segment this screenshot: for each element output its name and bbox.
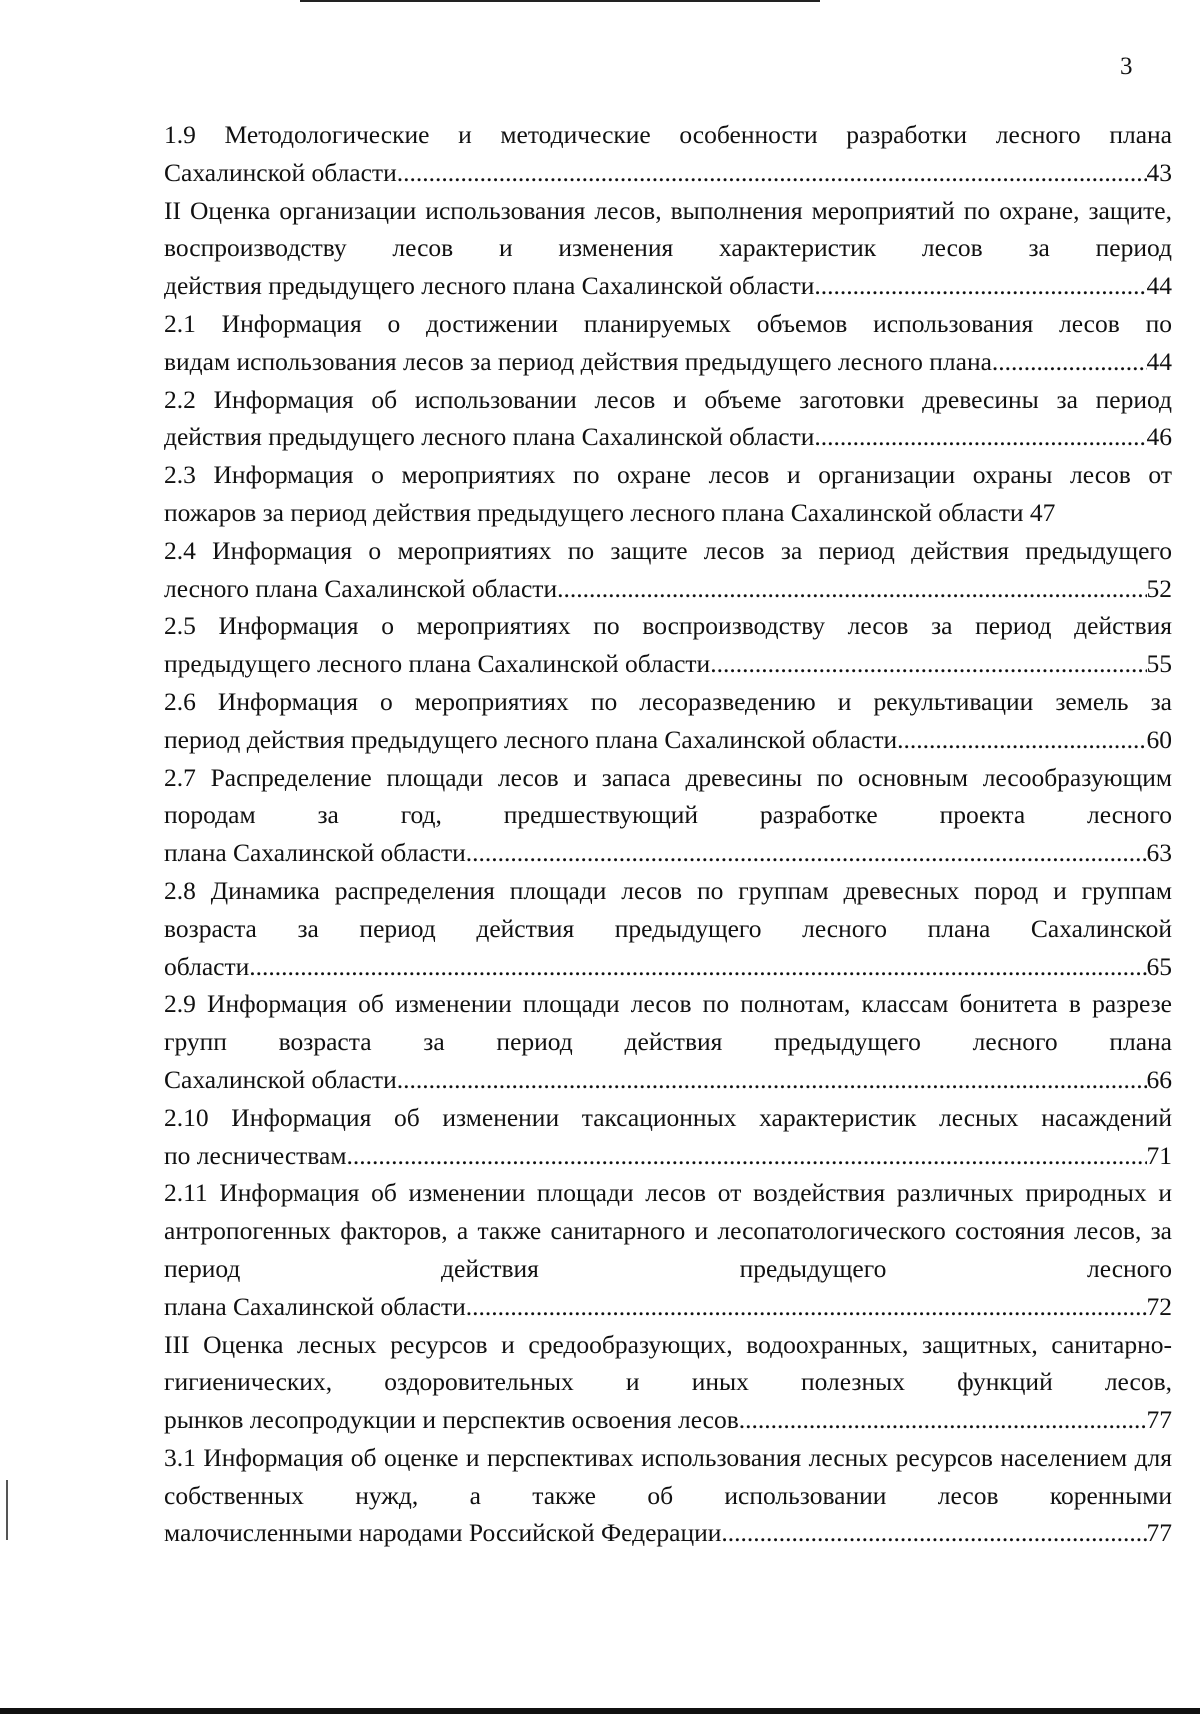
toc-page-number: 65	[1146, 951, 1172, 981]
toc-page-number: 55	[1146, 649, 1172, 679]
dot-leader	[814, 418, 1146, 456]
toc-entry-title: 2.3 Информация о мероприятиях по охране лесов и организации охраны лесов от	[164, 460, 1172, 490]
dot-leader	[466, 834, 1147, 872]
dot-leader	[249, 948, 1146, 986]
toc-entry-2-2[interactable]	[164, 381, 1172, 457]
toc-entry-title: 2.5 Информация о мероприятиях по воспроизводству лесов за период действия	[164, 611, 1172, 641]
toc-entry-section-2[interactable]	[164, 192, 1172, 305]
toc-entry-title: 2.8 Динамика распределения площади лесов по группам древесных пород и группам возраста за период действия предыдущего лесного плана Сахалинской	[164, 875, 1172, 943]
toc-entry-title-end: пожаров за период действия предыдущего лесного плана Сахалинской области 47	[164, 497, 1056, 527]
toc-entry-title-end: Сахалинской области	[164, 1064, 397, 1094]
toc-entry-last-line	[164, 645, 1172, 683]
toc-entry-title-end: области	[164, 951, 250, 981]
toc-entry-2-10[interactable]	[164, 1099, 1172, 1175]
toc-entry-title: 2.10 Информация об изменении таксационных характеристик лесных насаждений	[164, 1102, 1172, 1132]
toc-entry-last-line	[164, 154, 1172, 192]
dot-leader	[397, 154, 1147, 192]
toc-entry-title: 3.1 Информация об оценке и перспективах использования лесных ресурсов населением для собственных нужд, а также об использовании лесов коренными	[164, 1442, 1172, 1510]
toc-page-number: 43	[1146, 157, 1172, 187]
toc-page-number: 44	[1146, 346, 1172, 376]
toc-entry-title-end: действия предыдущего лесного плана Сахалинской области	[164, 422, 815, 452]
toc-page-number: 46	[1146, 422, 1172, 452]
scan-edge-bottom	[0, 1708, 1200, 1714]
toc-entry-title-end: лесного плана Сахалинской области	[164, 573, 558, 603]
toc-entry-2-8[interactable]	[164, 872, 1172, 985]
toc-entry-last-line	[164, 1514, 1172, 1552]
dot-leader	[466, 1288, 1147, 1326]
toc-entry-title-end: плана Сахалинской области	[164, 838, 466, 868]
toc-entry-2-11[interactable]	[164, 1174, 1172, 1325]
toc-page-number: 60	[1146, 724, 1172, 754]
toc-entry-title: III Оценка лесных ресурсов и средообразующих, водоохранных, защитных, санитарно-гигиенических, оздоровительных и иных полезных функций лесов,	[164, 1329, 1172, 1397]
toc-entry-last-line	[164, 494, 1172, 532]
toc-page-number: 77	[1146, 1518, 1172, 1548]
toc-entry-title-end: действия предыдущего лесного плана Сахалинской области	[164, 271, 815, 301]
toc-entry-2-1[interactable]	[164, 305, 1172, 381]
dot-leader	[346, 1137, 1146, 1175]
toc-entry-last-line	[164, 834, 1172, 872]
toc-entry-title-end: малочисленными народами Российской Федерации	[164, 1518, 722, 1548]
dot-leader	[710, 645, 1146, 683]
dot-leader	[397, 1061, 1147, 1099]
toc-entry-title: 2.7 Распределение площади лесов и запаса древесины по основным лесообразующим породам за год, предшествующий разработке проекта лесного	[164, 762, 1172, 830]
toc-entry-last-line	[164, 267, 1172, 305]
dot-leader	[992, 343, 1147, 381]
toc-entry-title-end: рынков лесопродукции и перспектив освоения лесов	[164, 1405, 739, 1435]
toc-entry-title-end: по лесничествам	[164, 1140, 347, 1170]
toc-page-number: 66	[1146, 1064, 1172, 1094]
toc-entry-title: 2.11 Информация об изменении площади лесов от воздействия различных природных и антропогенных факторов, а также санитарного и лесопатологического состояния лесов, за период действия предыдущего лесного	[164, 1178, 1172, 1283]
toc-entry-2-9[interactable]	[164, 985, 1172, 1098]
toc-entry-2-4[interactable]	[164, 532, 1172, 608]
toc-entry-1-9[interactable]	[164, 116, 1172, 192]
scan-edge-top	[300, 0, 820, 2]
toc-page-number: 77	[1146, 1405, 1172, 1435]
page-number: 3	[1120, 53, 1133, 80]
dot-leader	[814, 267, 1146, 305]
toc-page-number: 52	[1146, 573, 1172, 603]
toc-entry-last-line	[164, 1137, 1172, 1175]
toc-entry-last-line	[164, 721, 1172, 759]
toc-entry-title: II Оценка организации использования лесов, выполнения мероприятий по охране, защите, воспроизводству лесов и изменения характеристик лесов за период	[164, 195, 1172, 263]
toc-entry-last-line	[164, 1288, 1172, 1326]
toc-entry-section-3[interactable]	[164, 1326, 1172, 1439]
toc-page-number: 72	[1146, 1291, 1172, 1321]
toc-entry-last-line	[164, 570, 1172, 608]
toc-page-number: 71	[1146, 1140, 1172, 1170]
toc-entry-title: 2.2 Информация об использовании лесов и объеме заготовки древесины за период	[164, 384, 1172, 414]
toc-entry-2-7[interactable]	[164, 759, 1172, 872]
toc-entry-2-5[interactable]	[164, 607, 1172, 683]
toc-entry-title-end: предыдущего лесного плана Сахалинской области	[164, 649, 711, 679]
toc-entry-title-end: период действия предыдущего лесного плана Сахалинской области	[164, 724, 898, 754]
dot-leader	[897, 721, 1146, 759]
toc-page-number: 63	[1146, 838, 1172, 868]
toc-entry-title: 2.6 Информация о мероприятиях по лесоразведению и рекультивации земель за	[164, 686, 1172, 716]
dot-leader	[721, 1514, 1146, 1552]
toc-entry-title-end: плана Сахалинской области	[164, 1291, 466, 1321]
toc-entry-3-1[interactable]	[164, 1439, 1172, 1552]
dot-leader	[739, 1401, 1147, 1439]
toc-entry-last-line	[164, 948, 1172, 986]
toc-entry-last-line	[164, 1401, 1172, 1439]
toc-entry-title: 2.9 Информация об изменении площади лесов по полнотам, классам бонитета в разрезе групп возраста за период действия предыдущего лесного плана	[164, 989, 1172, 1057]
toc-entry-2-3[interactable]	[164, 456, 1172, 532]
toc-entry-title-end: Сахалинской области	[164, 157, 397, 187]
toc-page-number: 44	[1146, 271, 1172, 301]
toc-entry-title-end: видам использования лесов за период действия предыдущего лесного плана	[164, 346, 992, 376]
toc-entry-title: 1.9 Методологические и методические особенности разработки лесного плана	[164, 120, 1172, 149]
scan-mark	[6, 1480, 8, 1540]
toc-entry-title: 2.1 Информация о достижении планируемых объемов использования лесов по	[164, 308, 1172, 338]
toc-entry-last-line	[164, 343, 1172, 381]
table-of-contents	[164, 116, 1172, 1552]
toc-entry-title: 2.4 Информация о мероприятиях по защите лесов за период действия предыдущего	[164, 535, 1172, 565]
toc-entry-2-6[interactable]	[164, 683, 1172, 759]
toc-entry-last-line	[164, 1061, 1172, 1099]
toc-entry-last-line	[164, 418, 1172, 456]
dot-leader	[557, 570, 1146, 608]
